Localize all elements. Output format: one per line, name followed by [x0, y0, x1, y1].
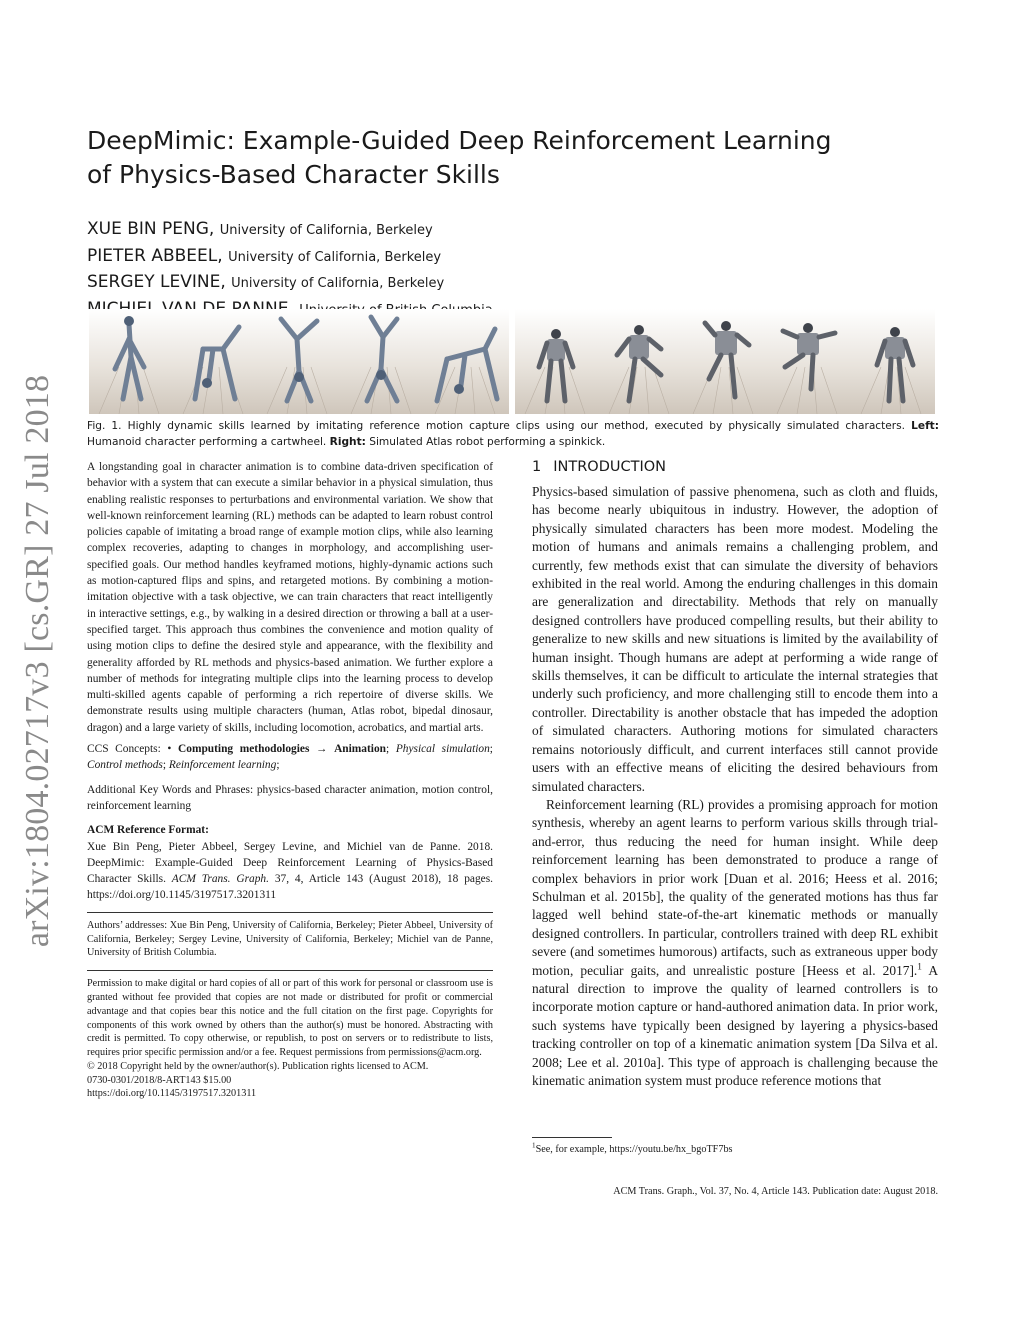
author-name: PIETER ABBEEL, — [87, 245, 223, 266]
author-addresses: Authors’ addresses: Xue Bin Peng, University of California, Berkeley; Pieter Abbeel, University of California, Berkeley; Sergey Levine, University of California, Berkeley; Michiel van de Panne, University of British Columbia. — [87, 919, 493, 959]
divider — [87, 970, 493, 971]
author-affiliation: University of California, Berkeley — [219, 223, 433, 238]
caption-right-label: Right: — [329, 436, 366, 448]
doi: https://doi.org/10.1145/3197517.3201311 — [87, 1088, 257, 1100]
ccs-separator: ; — [162, 759, 167, 772]
ccs-term: Control methods — [87, 759, 163, 772]
issn: 0730-0301/2018/8-ART143 $15.00 — [87, 1074, 232, 1086]
atlas-spinkick-frame — [599, 309, 683, 414]
acm-reference — [87, 839, 493, 904]
section-heading — [532, 457, 938, 477]
author-name: SERGEY LEVINE, — [87, 272, 226, 292]
paper-title — [87, 124, 867, 192]
humanoid-cartwheel-frame — [89, 309, 173, 414]
section-title: INTRODUCTION — [553, 459, 666, 475]
humanoid-cartwheel-frame — [173, 309, 257, 414]
caption-lead: Fig. 1. Highly dynamic skills learned by imitating reference motion capture clips using our method, executed by physically simulated characters. — [87, 420, 906, 432]
atlas-spinkick-frame — [851, 309, 935, 414]
footnote — [532, 1143, 938, 1157]
caption-left-text: Humanoid character performing a cartwheel. — [87, 436, 327, 448]
humanoid-cartwheel-frame — [257, 309, 341, 414]
footnote-text: See, for example, https://youtu.be/hx_bgoTF7bs — [535, 1144, 733, 1155]
acm-reference-heading: ACM Reference Format: — [87, 824, 209, 837]
right-column — [532, 457, 938, 1090]
caption-right-text: Simulated Atlas robot performing a spinkick. — [369, 436, 606, 448]
author-list — [87, 217, 787, 323]
intro-paragraph — [532, 796, 938, 1091]
author-name: XUE BIN PENG, — [87, 219, 215, 239]
humanoid-cartwheel-frame — [341, 309, 425, 414]
ccs-term: Animation — [334, 743, 386, 756]
atlas-spinkick-frame — [683, 309, 767, 414]
intro-paragraph: Physics-based simulation of passive phenomena, such as cloth and fluids, has become nearly ubiquitous in industry. However, the adoption of physically simulated characters has been more modest. Modeling the motion of humans and animals remains a challenging problem, and currently, few methods exist that can simulate the diversity of behaviors exhibited in the real world. Among the enduring challenges in this domain are generalization and directability. Methods that rely on manually designed controllers have produced compelling results, but their ability to generalize to new skills and new situations is limited by the availability of human insight. Though humans are adept at performing a wide range of skills themselves, it can be difficult to articulate the internal strategies that underly such proficiency, and more challenging still to encode them into a controller. Directability is another obstacle that has impeded the adoption of simulated characters. Authoring motions for simulated characters remains notoriously difficult, and current interfaces still cannot provide users with an effective means of eliciting the desired behaviours from simulated characters. — [532, 484, 938, 794]
author-affiliation: University of California, Berkeley — [231, 276, 445, 291]
title-line-2: of Physics-Based Character Skills — [87, 160, 500, 189]
section-number: 1 — [532, 459, 542, 475]
ccs-term: Physical simulation — [395, 743, 490, 756]
ccs-arrow: → — [316, 743, 328, 756]
arxiv-identifier: arXiv:1804.02717v3 [cs.GR] 27 Jul 2018 — [19, 374, 56, 948]
ccs-separator: ; — [489, 743, 493, 756]
intro-text: Reinforcement learning (RL) provides a promising approach for motion synthesis, whereby an agent learns to perform various skills through trial-and-error, thus reducing the need for human insight. While deep reinforcement learning has been demonstrated to produce a range of complex behaviors in prior work [Duan et al. 2016; Heess et al. 2016; Schulman et al. 2015b], the quality of the generated motions has thus far lagged well behind state-of-the-art kinematic methods or manually designed controllers. In particular, controllers trained with deep RL exhibit severe (and sometimes humorous) artifacts, such as extraneous upper body motion, peculiar gaits, and unrealistic posture [Heess et al. 2017]. — [532, 796, 938, 978]
figure-caption — [87, 418, 939, 450]
ccs-term: Reinforcement learning — [168, 759, 277, 772]
teaser-figure — [87, 309, 939, 414]
ccs-term: Computing methodologies — [178, 743, 310, 756]
ccs-prefix: CCS Concepts: • — [87, 743, 172, 756]
ccs-separator: ; — [385, 743, 390, 756]
abstract: A longstanding goal in character animation is to combine data-driven specification of behavior with a system that can execute a similar behavior in a physical simulation, thus enabling realistic responses to perturbations and environmental variation. We show that well-known reinforcement learning (RL) methods can be adapted to learn robust control policies capable of imitating a broad range of example motion clips, while also learning complex recoveries, adapting to changes in morphology, and accomplishing user-specified goals. Our method handles keyframed motions, highly-dynamic actions such as motion-captured flips and spins, and retargeted motions. By combining a motion-imitation objective with a task objective, we can train characters that react intelligently in interactive settings, e.g., by walking in a desired direction or throwing a ball at a user-specified target. This approach thus combines the convenience and motion quality of using motion clips to define the desired style and appearance, with the flexibility and generality afforded by RL methods and physics-based animation. We further explore a number of methods for integrating multiple clips into the learning process to develop multi-skilled agents capable of performing a rich repertoire of diverse skills. We demonstrate results using multiple characters (human, Atlas robot, bipedal dinosaur, dragon) and a large variety of skills, including locomotion, acrobatics, and martial arts. — [87, 461, 493, 734]
atlas-spinkick-frame — [515, 309, 599, 414]
page-footer: ACM Trans. Graph., Vol. 37, No. 4, Article 143. Publication date: August 2018. — [613, 1186, 938, 1197]
author-entry — [87, 217, 787, 244]
humanoid-cartwheel-frame — [425, 309, 509, 414]
author-entry — [87, 244, 787, 271]
acm-reference-text: 37, 4, Article 143 (August 2018), 18 pages. https://doi.org/10.1145/3197517.3201311 — [87, 873, 493, 902]
divider — [87, 912, 493, 913]
title-line-1: DeepMimic: Example-Guided Deep Reinforcement Learning — [87, 126, 832, 155]
permission-notice: Permission to make digital or hard copies of all or part of this work for personal or classroom use is granted without fee provided that copies are not made or distributed for profit or commercial advantage and that copies bear this notice and the full citation on the first page. Copyrights for components of this work owned by others than the author(s) must be honored. Abstracting with credit is permitted. To copy otherwise, or republish, to post on servers or to redistribute to lists, requires prior specific permission and/or a fee. Request permissions from permissions@acm.org. — [87, 978, 493, 1059]
copyright-notice: © 2018 Copyright held by the owner/author(s). Publication rights licensed to ACM. — [87, 1060, 429, 1072]
ccs-concepts — [87, 741, 493, 774]
keywords: Additional Key Words and Phrases: physics-based character animation, motion control, reinforcement learning — [87, 783, 493, 812]
caption-left-label: Left: — [911, 420, 939, 432]
footnote-mark: 1 — [532, 1141, 536, 1150]
intro-text: A natural direction to improve the quality of learned controllers is to incorporate motion capture or hand-authored animation data. In prior work, such systems have typically been designed by layering a physics-based tracking controller on top of a kinematic animation system [Da Silva et al. 2008; Lee et al. 2010a]. This type of approach is challenging because the kinematic animation system must produce reference motions that — [532, 962, 939, 1088]
author-affiliation: University of California, Berkeley — [228, 249, 442, 265]
left-column — [87, 459, 493, 1101]
atlas-spinkick-frame — [767, 309, 851, 414]
acm-reference-journal: ACM Trans. Graph. — [171, 873, 269, 886]
ccs-separator: ; — [276, 759, 280, 772]
footnote-ref: 1 — [917, 962, 922, 973]
author-entry — [87, 270, 787, 297]
footnote-rule — [532, 1137, 612, 1138]
acm-reference-text: Xue Bin Peng, Pieter Abbeel, Sergey Levine, and Michiel van de Panne. 2018. DeepMimic: Example-Guided Deep Reinforcement Learning of Physics-Based Character Skills. — [87, 840, 493, 886]
